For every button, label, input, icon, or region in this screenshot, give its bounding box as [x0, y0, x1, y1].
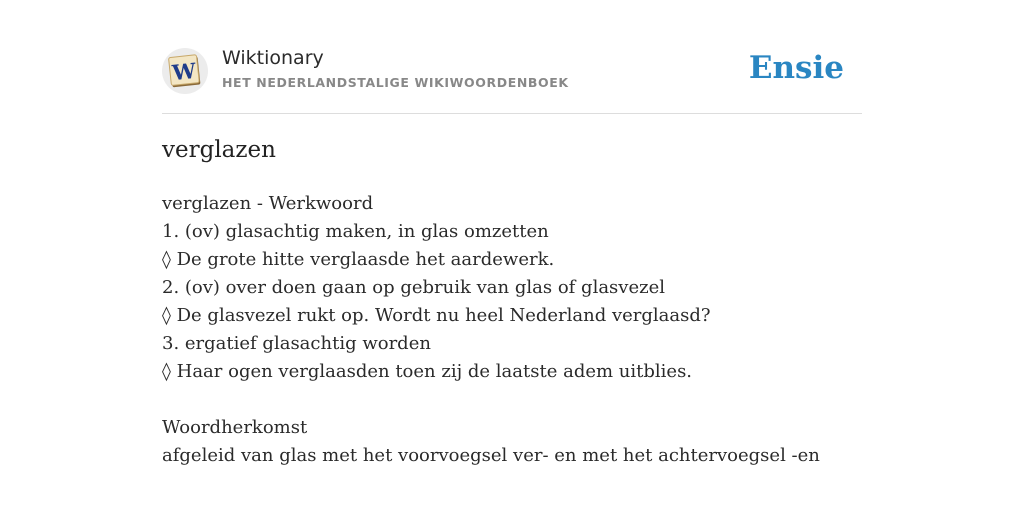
entry-content	[162, 190, 862, 470]
sense-example-1: ◊ De grote hitte verglaasde het aardewerk.	[162, 249, 555, 270]
etymology-heading: Woordherkomst	[162, 417, 308, 438]
logo-letter: W	[171, 57, 198, 86]
sense-example-2: ◊ De glasvezel rukt op. Wordt nu heel Nederland verglaasd?	[162, 305, 711, 326]
wiktionary-logo-icon[interactable]	[162, 48, 208, 94]
sense-definition-1: 1. (ov) glasachtig maken, in glas omzetten	[162, 221, 549, 242]
page-title: verglazen	[162, 137, 276, 163]
source-name[interactable]: Wiktionary	[222, 47, 324, 69]
source-header	[162, 46, 862, 96]
sense-definition-2: 2. (ov) over doen gaan op gebruik van glas of glasvezel	[162, 277, 666, 298]
ensie-brand-logo[interactable]: Ensie	[748, 50, 844, 86]
sense-definition-3: 3. ergatief glasachtig worden	[162, 333, 431, 354]
header-divider	[162, 113, 862, 114]
definition-heading: verglazen - Werkwoord	[162, 193, 374, 214]
section-spacer	[162, 386, 862, 414]
etymology-text: afgeleid van glas met het voorvoegsel ver- en met het achtervoegsel -en	[162, 445, 820, 466]
sense-example-3: ◊ Haar ogen verglaasden toen zij de laatste adem uitblies.	[162, 361, 693, 382]
source-subtitle: HET NEDERLANDSTALIGE WIKIWOORDENBOEK	[222, 75, 569, 90]
